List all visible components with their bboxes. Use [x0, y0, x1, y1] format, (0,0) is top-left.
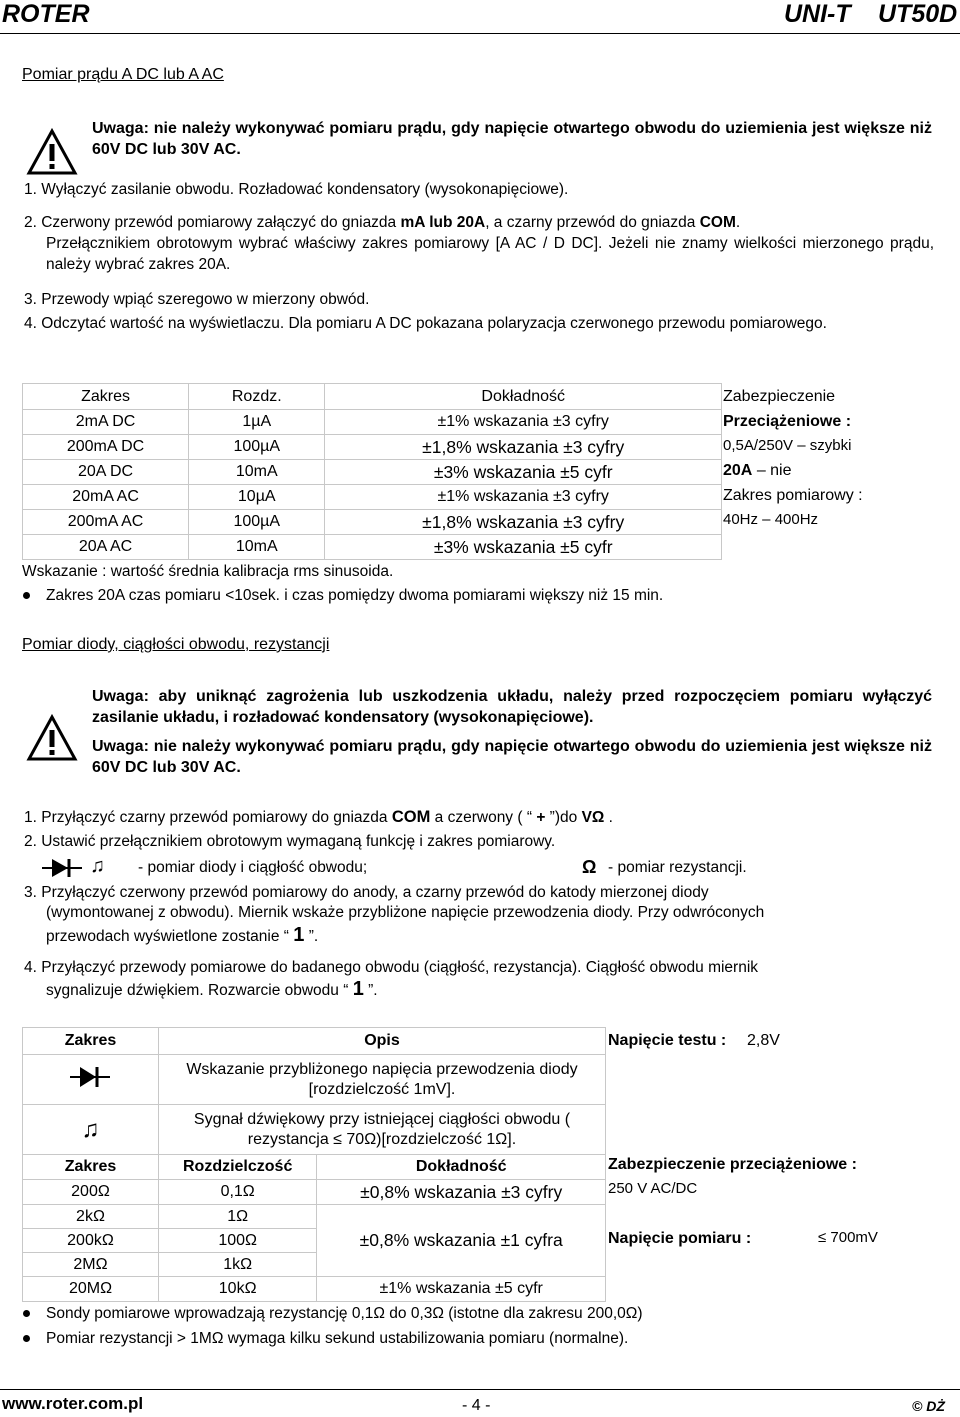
s2-step4-text: sygnalizuje dźwiękiem. Rozwarcie obwodu “ — [46, 982, 353, 999]
warning-text: Uwaga: nie należy wykonywać pomiaru prądu, gdy napięcie otwartego obwodu do uziemienia jest większe niż 60V DC lub 30V AC. — [92, 120, 932, 158]
table-cell: ±1% wskazania ±5 cyfr — [317, 1277, 606, 1302]
meas-voltage-label: Napięcie pomiaru : — [608, 1230, 752, 1247]
s1-note2: Zakres 20A czas pomiaru <10sek. i czas pomiędzy dwoma pomiarami większy niż 15 min. — [46, 587, 664, 604]
col-header: Zakres — [23, 1155, 159, 1180]
s1-step1: 1. Wyłączyć zasilanie obwodu. Rozładować kondensatory (wysokonapięciowe). — [24, 181, 569, 198]
header-model: UNI-T — [784, 0, 851, 28]
music-note-icon: ♫ — [90, 855, 105, 877]
diode-icon — [70, 1065, 110, 1089]
table-cell: ±3% wskazania ±5 cyfr — [325, 460, 722, 485]
table-cell: 100µA — [189, 510, 325, 535]
current-table — [22, 383, 722, 560]
test-voltage-label: Napięcie testu : — [608, 1032, 727, 1049]
s2-step3-text: przewodach wyświetlone zostanie “ — [46, 928, 294, 945]
s2-step1 — [24, 807, 613, 828]
table-cell: 10mA — [189, 460, 325, 485]
table-cell: ±1% wskazania ±3 cyfry — [325, 485, 722, 510]
freq-range-label: Zakres pomiarowy : — [723, 487, 863, 504]
diode-table — [22, 1027, 606, 1302]
s2-overload-1: 1 — [293, 924, 305, 946]
protection-header: Zabezpieczenie — [723, 388, 836, 405]
col-header: Rozdzielczość — [158, 1155, 316, 1180]
header-brand: ROTER — [2, 0, 90, 28]
s1-step2-jack: mA lub 20A — [400, 214, 486, 231]
table-cell: 2kΩ — [23, 1205, 159, 1229]
s1-step2-text: 2. Czerwony przewód pomiarowy załączyć do gniazda — [24, 214, 401, 231]
s2-step1-plus: + — [536, 809, 546, 826]
s2-step4-quote: ”. — [363, 982, 378, 999]
s1-step2 — [24, 212, 934, 233]
s2-step1-com: COM — [391, 808, 431, 826]
s1-step2-cont: Przełącznikiem obrotowym wybrać właściwy zakres pomiarowy [A AC / D DC]. Jeżeli nie znamy wielkości mierzonego prądu, należy wybrać zakres 20A. — [46, 235, 934, 273]
protection-label: Zabezpieczenie przeciążeniowe : — [608, 1156, 857, 1173]
bullet-icon — [23, 592, 30, 599]
table-cell: 100Ω — [158, 1229, 316, 1253]
table-cell: ±0,8% wskazania ±3 cyfry — [317, 1180, 606, 1205]
bullet-icon — [23, 1310, 30, 1317]
col-header: Zakres — [23, 1028, 159, 1055]
table-cell: 10kΩ — [158, 1277, 316, 1302]
table-cell: ±1% wskazania ±3 cyfry — [325, 410, 722, 435]
test-voltage-value: 2,8V — [747, 1032, 780, 1049]
omega-icon: Ω — [582, 857, 597, 877]
s2-step3-end — [46, 925, 318, 947]
col-header: Rozdz. — [189, 384, 325, 410]
s1-note1: Wskazanie : wartość średnia kalibracja rms sinusoida. — [22, 563, 394, 580]
table-cell: 1Ω — [158, 1205, 316, 1229]
beep-desc: Sygnał dźwiękowy przy istniejącej ciągłości obwodu ( rezystancja ≤ 70Ω)[rozdzielczość 1Ω]. — [158, 1105, 605, 1155]
s2-step4: 4. Przyłączyć przewody pomiarowe do badanego obwodu (ciągłość, rezystancja). Ciągłość obwodu miernik — [24, 959, 759, 976]
table-cell: 200mA AC — [23, 510, 189, 535]
table-cell: 100µA — [189, 435, 325, 460]
music-note-icon: ♫ — [23, 1105, 159, 1155]
table-cell: 200mA DC — [23, 435, 189, 460]
diode-desc: Wskazanie przybliżonego napięcia przewodzenia diody [rozdzielczość 1mV]. — [158, 1055, 605, 1105]
copyright-icon: © — [912, 1398, 923, 1414]
s2-note1: Sondy pomiarowe wprowadzają rezystancję 0,1Ω do 0,3Ω (istotne dla zakresu 200,0Ω) — [46, 1305, 643, 1322]
footer-mark — [912, 1398, 945, 1414]
freq-range-value: 40Hz – 400Hz — [723, 511, 819, 528]
s1-step2-text2: , a czarny przewód do gniazda — [485, 214, 700, 231]
table-cell: 20mA AC — [23, 485, 189, 510]
s2-step1-text2: a czerwony ( “ — [430, 809, 537, 826]
footer-mark-text: DŻ — [926, 1398, 945, 1414]
footer-url[interactable]: www.roter.com.pl — [2, 1394, 144, 1413]
section-title-diode: Pomiar diody, ciągłości obwodu, rezystancji — [22, 636, 330, 653]
meas-voltage-value: ≤ 700mV — [818, 1229, 878, 1246]
table-cell: 20MΩ — [23, 1277, 159, 1302]
protection-20a — [723, 462, 792, 480]
header-code: UT50D — [878, 0, 958, 28]
col-header: Dokładność — [317, 1155, 606, 1180]
symbol-ohm-desc: - pomiar rezystancji. — [608, 859, 747, 876]
table-cell: 200Ω — [23, 1180, 159, 1205]
warning-text-1: Uwaga: aby uniknąć zagrożenia lub uszkodzenia układu, należy przed rozpoczęciem pomiaru wyłączyć zasilanie układu, i rozładować kondensatory (wysokonapięciowe). — [92, 688, 932, 726]
table-cell: 10mA — [189, 535, 325, 560]
table-cell: 0,1Ω — [158, 1180, 316, 1205]
protection-value: 250 V AC/DC — [608, 1180, 698, 1197]
s1-step2-com: COM — [699, 214, 736, 231]
warning-text-2: Uwaga: nie należy wykonywać pomiaru prądu, gdy napięcie otwartego obwodu do uziemienia jest większe niż 60V DC lub 30V AC. — [92, 738, 932, 776]
table-cell: 200kΩ — [23, 1229, 159, 1253]
table-cell: 20A DC — [23, 460, 189, 485]
table-cell: 2MΩ — [23, 1253, 159, 1277]
table-cell: ±1,8% wskazania ±3 cyfry — [325, 435, 722, 460]
table-cell: ±3% wskazania ±5 cyfr — [325, 535, 722, 560]
bullet-icon — [23, 1335, 30, 1342]
table-cell: ±1,8% wskazania ±3 cyfry — [325, 510, 722, 535]
s2-step1-text: 1. Przyłączyć czarny przewód pomiarowy do gniazda — [24, 809, 392, 826]
s2-step1-vohm: VΩ — [581, 809, 605, 826]
protection-value: 0,5A/250V – szybki — [723, 437, 852, 454]
table-cell: 1kΩ — [158, 1253, 316, 1277]
diode-cell — [23, 1055, 159, 1105]
col-header: Zakres — [23, 384, 189, 410]
s1-step3: 3. Przewody wpiąć szeregowo w mierzony obwód. — [24, 291, 370, 308]
s2-step3-cont: (wymontowanej z obwodu). Miernik wskaże przybliżone napięcie przewodzenia diody. Przy odwróconych — [46, 904, 765, 921]
table-cell: ±0,8% wskazania ±1 cyfra — [317, 1205, 606, 1277]
protection-20a-label: 20A — [723, 462, 753, 479]
s2-open-1: 1 — [352, 978, 364, 1000]
table-cell: 10µA — [189, 485, 325, 510]
protection-20a-value: – nie — [756, 462, 792, 479]
protection-label: Przeciążeniowe : — [723, 413, 852, 430]
col-header: Opis — [158, 1028, 605, 1055]
symbol-diode-desc: - pomiar diody i ciągłość obwodu; — [138, 859, 368, 876]
s2-step3: 3. Przyłączyć czerwony przewód pomiarowy do anody, a czarny przewód do katody mierzonej diody — [24, 884, 709, 901]
table-cell: 20A AC — [23, 535, 189, 560]
col-header: Dokładność — [325, 384, 722, 410]
s2-step4-end — [46, 979, 378, 1001]
s1-step2-dot: . — [735, 214, 741, 231]
s2-step1-dot: . — [604, 809, 613, 826]
warning-icon — [26, 714, 78, 762]
footer-rule — [0, 1389, 960, 1390]
header-rule — [0, 33, 960, 34]
warning-icon — [26, 128, 78, 176]
s2-step1-text3: ”)do — [545, 809, 582, 826]
table-cell: 1µA — [189, 410, 325, 435]
section-title-current: Pomiar prądu A DC lub A AC — [22, 66, 224, 83]
s2-step3-quote: ”. — [304, 928, 319, 945]
table-cell: 2mA DC — [23, 410, 189, 435]
s2-note2: Pomiar rezystancji > 1MΩ wymaga kilku sekund ustabilizowania pomiaru (normalne). — [46, 1330, 629, 1347]
page-number: - 4 - — [462, 1397, 491, 1414]
s2-step2: 2. Ustawić przełącznikiem obrotowym wymaganą funkcję i zakres pomiarowy. — [24, 833, 556, 850]
diode-icon — [42, 857, 82, 879]
s1-step4: 4. Odczytać wartość na wyświetlaczu. Dla pomiaru A DC pokazana polaryzacja czerwonego przewodu pomiarowego. — [24, 315, 827, 332]
